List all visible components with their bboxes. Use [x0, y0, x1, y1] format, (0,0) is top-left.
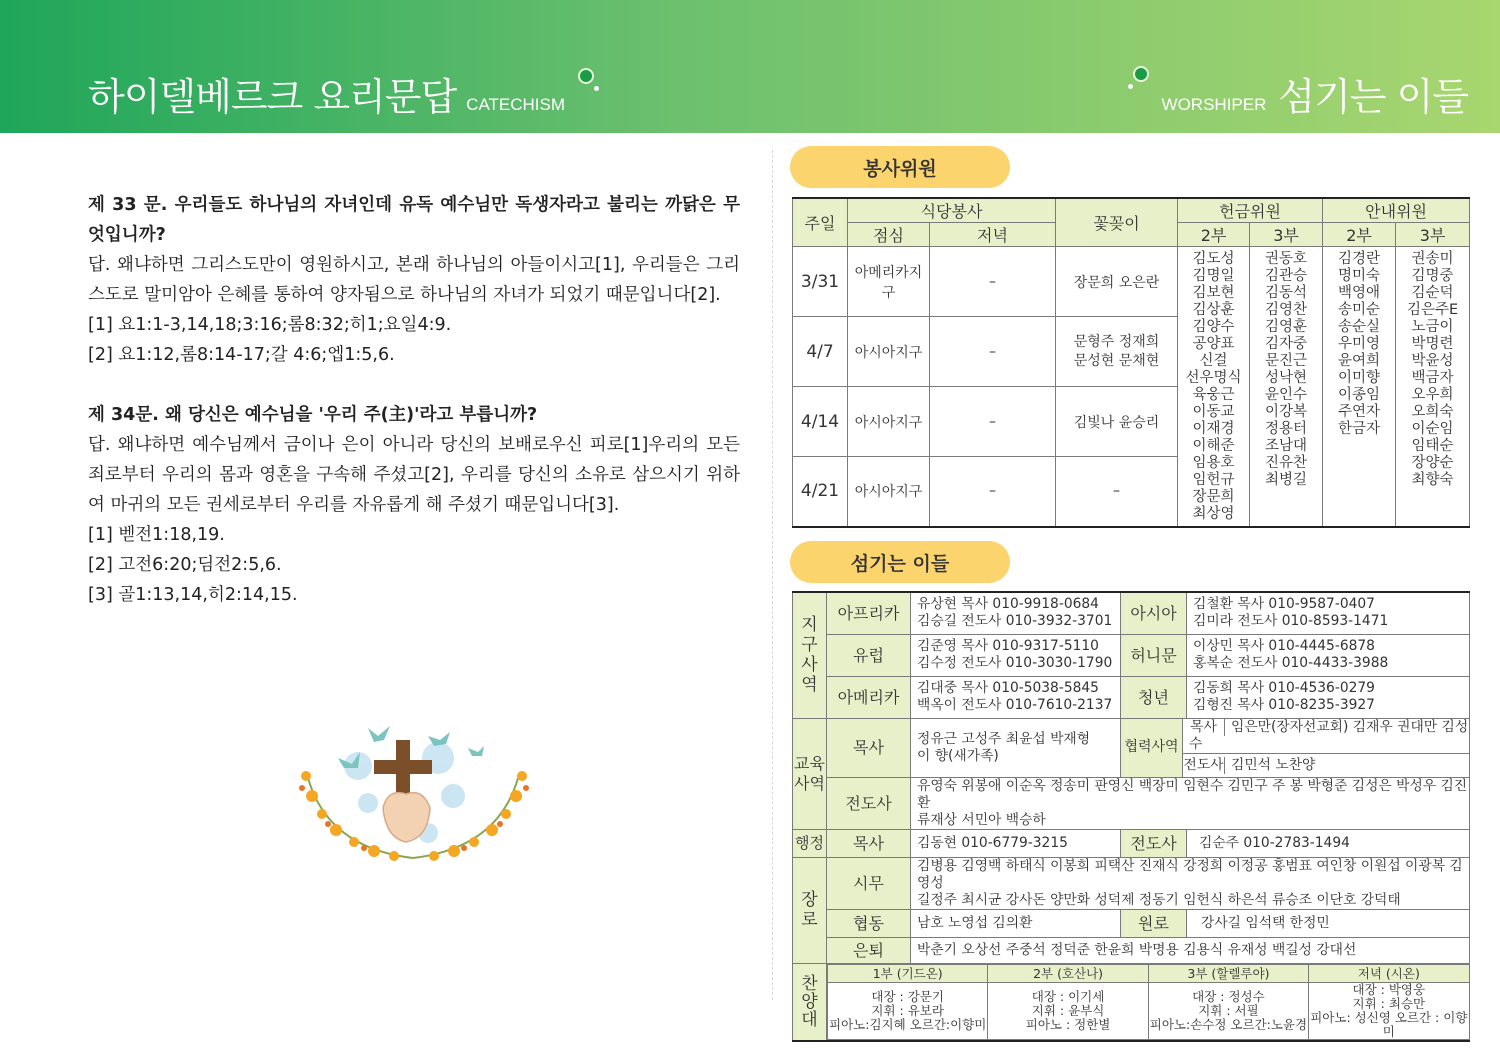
header-flower: 꽃꽂이 [1056, 198, 1178, 247]
catechism-title [88, 66, 565, 121]
row-flower: 장문희 오은란 [1056, 247, 1178, 317]
catechism-title-korean: 하이델베르크 요리문답 [88, 75, 457, 119]
header-lunch: 점심 [848, 223, 930, 247]
edu-pastor-label: 목사 [827, 718, 911, 777]
edu-pastor-names: 정유근 고성주 최윤섭 박재형 이 향(새가족) [911, 718, 1121, 777]
elder-assoc-names: 남호 노영섭 김의환 [911, 909, 1121, 937]
worshiper-title-korean: 섬기는 이들 [1278, 75, 1468, 119]
africa-contacts: 유상현 목사 010-9918-0684 김승길 전도사 010-3932-3701 [911, 592, 1121, 634]
region-label: 지 구 사 역 [793, 592, 827, 718]
question-34: 제 34문. 왜 당신은 예수님을 '우리 주(主)'라고 부릅니까? [88, 405, 538, 425]
admin-pastor-contact: 김동현 010-6779-3215 [911, 829, 1121, 857]
row-date: 4/7 [793, 317, 848, 387]
worshiper-title-english: WORSHIPER [1161, 95, 1267, 114]
reference-34-1: [1] 벧전1:18,19. [88, 525, 225, 545]
header-offering-3: 3부 [1250, 223, 1323, 247]
answer-34: 답. 왜냐하면 예수님께서 금이나 은이 아니라 당신의 보배로우신 피로[1]우리의 모든 죄로부터 우리의 몸과 영혼을 구속해 주셨고[2], 우리를 당신의 소유로 삼으시기 위하여 마귀의 모든 권세로부터 우리를 자유롭게 해 주셨기 때문입니다[3]. [88, 435, 740, 515]
guide-3-names: 권송미 김명중 김순덕 김은주E 노금이 박명련 박윤성 백금자 오우희 오희숙 이순임 임태순 장양순 최향숙 [1396, 247, 1470, 527]
asia-contacts: 김철환 목사 010-9587-0407 김미라 전도사 010-8593-1471 [1187, 592, 1470, 634]
offering-3-names: 권동호 김관승 김동석 김영찬 김영훈 김자중 문진근 성낙현 윤인수 이강복 정용터 조남대 진유찬 최병길 [1250, 247, 1323, 527]
education-label: 교육 사역 [793, 718, 827, 829]
elder-retired-label: 은퇴 [827, 937, 911, 963]
choir-group-name: 1부 (기드온) [828, 964, 988, 982]
header-meal: 식당봉사 [848, 198, 1056, 223]
elder-retired-names: 박춘기 오상선 주중석 정덕준 한윤희 박명용 김용식 유재성 백길성 강대선 [911, 937, 1470, 963]
region-youth: 청년 [1121, 676, 1187, 718]
servers-pill: 섬기는 이들 [790, 541, 1010, 583]
honeymoon-contacts: 이상민 목사 010-4445-6878 홍복순 전도사 010-4433-3988 [1187, 634, 1470, 676]
row-date: 4/14 [793, 387, 848, 457]
admin-pastor-label: 목사 [827, 829, 911, 857]
reference-34-2: [2] 고전6:20;딤전2:5,6. [88, 555, 282, 575]
servers-table [792, 591, 1470, 1042]
elder-emeritus-label: 원로 [1121, 909, 1187, 937]
reference-33-1: [1] 요1:1-3,14,18;3:16;롬8:32;히1;요일4:9. [88, 315, 452, 335]
row-dinner: – [930, 247, 1056, 317]
coop-evan-names: 김민석 노찬양 [1231, 756, 1316, 773]
choir-label: 찬 양 대 [793, 963, 827, 1041]
choir-group-staff: 대장 : 강문기 지휘 : 유보라 피아노:김지혜 오르간:이향미 [828, 982, 988, 1039]
coop-label: 협력사역 [1121, 718, 1183, 777]
header-guide: 안내위원 [1323, 198, 1470, 223]
america-contacts: 김대중 목사 010-5038-5845 백옥이 전도사 010-7610-2137 [911, 676, 1121, 718]
column-divider [772, 150, 773, 1000]
row-lunch: 아시아지구 [848, 387, 930, 457]
guide-2-names: 김경란 명미숙 백영애 송미순 송순실 우미영 윤여희 이미향 이종임 주연자 한금자 [1323, 247, 1396, 527]
coop-pastor-row [1183, 718, 1470, 753]
choir-group-name: 3부 (할렐루야) [1148, 964, 1308, 982]
region-africa: 아프리카 [827, 592, 911, 634]
row-dinner: – [930, 317, 1056, 387]
header-dinner: 저녁 [930, 223, 1056, 247]
admin-evan-label: 전도사 [1121, 829, 1187, 857]
coop-pastor-label: 목사 [1183, 719, 1225, 736]
offering-2-names: 김도성 김명일 김보현 김상훈 김양수 공양표 신걸 선우명식 육웅근 이동교 이재경 이해준 임용호 임헌규 장문희 최상영 [1178, 247, 1250, 527]
reference-33-2: [2] 요1:12,롬8:14-17;갈 4:6;엡1:5,6. [88, 345, 395, 365]
europe-contacts: 김준영 목사 010-9317-5110 김수정 전도사 010-3030-1790 [911, 634, 1121, 676]
row-flower: 문형주 정재희 문성현 문채현 [1056, 317, 1178, 387]
header-guide-2: 2부 [1323, 223, 1396, 247]
cross-hands-illustration [288, 708, 538, 868]
white-dot-icon [1128, 84, 1133, 89]
row-lunch: 아메리카지구 [848, 247, 930, 317]
choir-group-name: 2부 (호산나) [988, 964, 1148, 982]
row-date: 4/21 [793, 457, 848, 527]
region-honeymoon: 허니문 [1121, 634, 1187, 676]
edu-evan-label: 전도사 [827, 777, 911, 829]
table-row [793, 247, 1470, 317]
choir-group-name: 저녁 (시온) [1309, 964, 1469, 982]
row-lunch: 아시아지구 [848, 457, 930, 527]
header-guide-3: 3부 [1396, 223, 1470, 247]
elder-assoc-label: 협동 [827, 909, 911, 937]
admin-label: 행정 [793, 829, 827, 857]
choir-group-staff: 대장 : 이기세 지휘 : 윤부식 피아노 : 정한별 [988, 982, 1148, 1039]
answer-33: 답. 왜냐하면 그리스도만이 영원하시고, 본래 하나님의 아들이시고[1], 우리들은 그리스도로 말미암아 은혜를 통하여 양자됨으로 하나님의 자녀가 되었기 때문입니다[2]. [88, 255, 740, 305]
row-lunch: 아시아지구 [848, 317, 930, 387]
green-dot-icon [1133, 66, 1149, 82]
region-asia: 아시아 [1121, 592, 1187, 634]
worshiper-title [1162, 66, 1468, 121]
choir-group-staff: 대장 : 박영웅 지휘 : 최승만 피아노: 성신영 오르간 : 이향미 [1310, 981, 1468, 1039]
coop-evan-label: 전도사 [1183, 756, 1224, 773]
row-flower: 김빛나 윤승리 [1056, 387, 1178, 457]
choir-table [827, 964, 1470, 1040]
header-date: 주일 [793, 198, 848, 247]
elder-emeritus-names: 강사길 임석택 한정민 [1187, 909, 1470, 937]
service-committee-pill: 봉사위원 [790, 146, 1010, 188]
elder-active-label: 시무 [827, 857, 911, 909]
coop-pastor-names: 임은만(장자선교회) 김재우 권대만 김성수 [1189, 718, 1469, 752]
service-committee-table [792, 197, 1470, 528]
question-33: 제 33 문. 우리들도 하나님의 자녀인데 유독 예수님만 독생자라고 불리는 까닭은 무엇입니까? [88, 195, 740, 245]
choir-group-staff: 대장 : 정성수 지휘 : 서필 피아노:손수정 오르간:노윤경 [1148, 982, 1308, 1039]
coop-evan-row [1183, 753, 1470, 777]
catechism-section [88, 190, 740, 610]
row-dinner: – [930, 457, 1056, 527]
region-america: 아메리카 [827, 676, 911, 718]
header-offering-2: 2부 [1178, 223, 1250, 247]
row-date: 3/31 [793, 247, 848, 317]
edu-evan-names: 유영숙 위봉애 이순옥 정송미 판영신 백장미 임현수 김민구 주 봉 박형준 김성은 박성우 김진환 류재상 서민아 백승하 [911, 777, 1470, 829]
region-europe: 유럽 [827, 634, 911, 676]
elder-active-names: 김병용 김영백 하태식 이봉희 피택산 진재식 강정희 이정공 홍범표 여인창 이원섭 이광복 김영성 길정주 최시균 강사돈 양만화 성덕제 정동기 임헌식 하은석 류승조 이단호 강덕태 [911, 857, 1470, 909]
header-offering: 헌금위원 [1178, 198, 1323, 223]
elder-label: 장 로 [793, 857, 827, 963]
admin-evan-contact: 김순주 010-2783-1494 [1187, 829, 1470, 857]
row-dinner: – [930, 387, 1056, 457]
catechism-title-english: CATECHISM [466, 95, 566, 114]
header-banner [0, 0, 1500, 133]
green-dot-icon [578, 68, 594, 84]
row-flower: – [1056, 457, 1178, 527]
youth-contacts: 김동희 목사 010-4536-0279 김형진 목사 010-8235-3927 [1187, 676, 1470, 718]
reference-34-3: [3] 골1:13,14,히2:14,15. [88, 585, 298, 605]
white-dot-icon [594, 86, 599, 91]
